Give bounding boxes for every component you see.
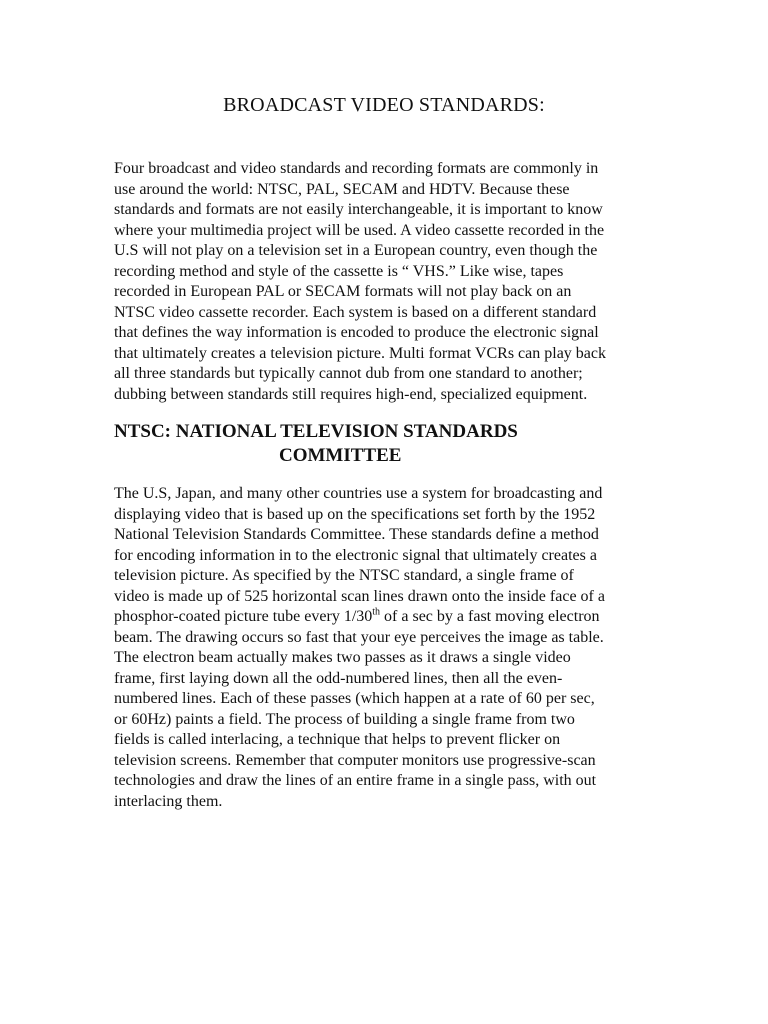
text-line: video is made up of 525 horizontal scan lines drawn onto the inside face of a (114, 587, 605, 605)
text-line: for encoding information in to the electronic signal that ultimately creates a (114, 546, 597, 564)
text-fragment: of a sec by a fast moving electron (380, 608, 600, 625)
text-line: standards and formats are not easily interchangeable, it is important to know (114, 201, 603, 218)
text-line-with-superscript (114, 607, 659, 628)
ordinal-superscript: th (372, 606, 381, 618)
text-line: displaying video that is based up on the specifications set forth by the 1952 (114, 505, 596, 523)
text-line: Four broadcast and video standards and recording formats are commonly in (114, 160, 599, 177)
document-title: BROADCAST VIDEO STANDARDS: (223, 94, 545, 116)
ntsc-section-heading-continued: COMMITTEE (279, 445, 402, 466)
text-line: dubbing between standards still requires high-end, specialized equipment. (114, 385, 588, 403)
text-line: technologies and draw the lines of an entire frame in a single pass, with out (114, 772, 597, 789)
text-line: television screens. Remember that computer monitors use progressive-scan (114, 751, 596, 769)
text-line: numbered lines. Each of these passes (which happen at a rate of 60 per sec, (114, 690, 595, 707)
text-line: frame, first laying down all the odd-numbered lines, then all the even- (114, 669, 563, 687)
ntsc-section-heading: NTSC: NATIONAL TELEVISION STANDARDS (114, 421, 518, 442)
text-line: interlacing them. (114, 792, 223, 810)
text-line: recording method and style of the cassette is “ VHS.” Like wise, tapes (114, 262, 564, 280)
intro-paragraph (114, 159, 659, 405)
text-line: all three standards but typically cannot dub from one standard to another; (114, 365, 583, 382)
text-line: that ultimately creates a television picture. Multi format VCRs can play back (114, 344, 607, 362)
text-line: U.S will not play on a television set in a European country, even though the (114, 242, 598, 259)
text-line: National Television Standards Committee. These standards define a method (114, 526, 599, 543)
text-line: recorded in European PAL or SECAM formats will not play back on an (114, 283, 572, 300)
text-line: television picture. As specified by the NTSC standard, a single frame of (114, 567, 574, 584)
text-line: where your multimedia project will be used. A video cassette recorded in the (114, 221, 605, 239)
text-line: or 60Hz) paints a field. The process of building a single frame from two (114, 710, 575, 728)
text-line: The electron beam actually makes two passes as it draws a single video (114, 649, 571, 666)
ntsc-paragraph (114, 484, 659, 812)
text-line: beam. The drawing occurs so fast that your eye perceives the image as table. (114, 628, 604, 646)
text-line: use around the world: NTSC, PAL, SECAM and HDTV. Because these (114, 180, 570, 198)
text-line: fields is called interlacing, a technique that helps to prevent flicker on (114, 731, 561, 748)
text-line: The U.S, Japan, and many other countries use a system for broadcasting and (114, 485, 603, 502)
text-line: NTSC video cassette recorder. Each system is based on a different standard (114, 303, 597, 321)
text-fragment: phosphor-coated picture tube every 1/30 (114, 608, 373, 625)
text-line: that defines the way information is encoded to produce the electronic signal (114, 324, 599, 341)
